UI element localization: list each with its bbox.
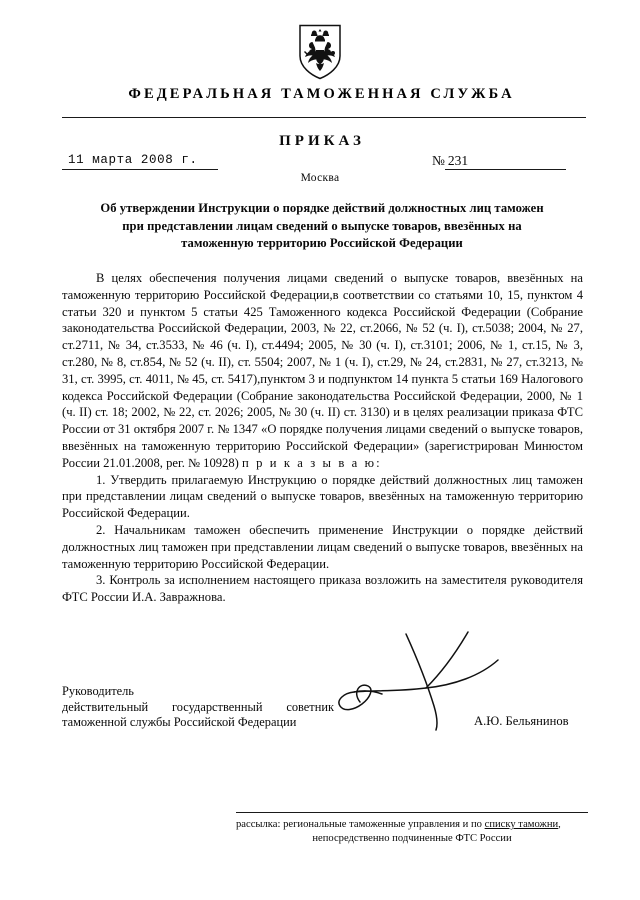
document-kind: ПРИКАЗ	[279, 133, 365, 149]
document-number: 231	[445, 153, 566, 170]
distribution-prefix: рассылка: региональные таможенные управления и по	[236, 819, 485, 830]
title-line-3: таможенную территорию Российской Федерации	[181, 236, 463, 250]
role-line-1: Руководитель	[62, 684, 134, 698]
emblem-container	[0, 24, 640, 80]
distribution-line-1	[236, 818, 588, 832]
title-line-1: Об утверждении Инструкции о порядке действий должностных лиц таможен	[100, 201, 544, 215]
role-line-2: действительный государственный советник	[62, 699, 334, 714]
document-date: 11 марта 2008 г.	[62, 153, 218, 170]
distribution-line-2: непосредственно подчиненные ФТС России	[312, 833, 512, 844]
order-item-2: 2. Начальникам таможен обеспечить применение Инструкции о порядке действий должностных лиц таможен при представлении лицам сведений о выпуске товаров, ввезённых на таможенную территорию Российской Федерации.	[62, 522, 583, 571]
header-divider	[62, 117, 586, 118]
document-body	[62, 270, 583, 606]
order-verb: п р и к а з ы в а ю:	[242, 455, 382, 470]
signatory-role	[62, 684, 362, 731]
order-item-1: 1. Утвердить прилагаемую Инструкцию о порядке действий должностных лиц таможен при представлении лицам сведений о выпуске товаров, ввезённых на таможенную территорию Российской Федерации.	[62, 472, 583, 521]
agency-name: ФЕДЕРАЛЬНАЯ ТАМОЖЕННАЯ СЛУЖБА	[128, 86, 515, 102]
order-item-3: 3. Контроль за исполнением настоящего приказа возложить на заместителя руководителя ФТС России И.А. Завражнова.	[62, 573, 583, 605]
title-line-2: при представлении лицам сведений о выпуске товаров, ввезённых на	[122, 218, 522, 233]
distribution-underlined: списку таможни	[484, 819, 559, 830]
distribution-suffix: ,	[558, 819, 561, 830]
role-line-3: таможенной службы Российской Федерации	[62, 715, 297, 729]
document-city: Москва	[300, 172, 340, 184]
preamble-paragraph	[62, 270, 583, 472]
signature-block	[62, 684, 582, 731]
preamble-text: В целях обеспечения получения лицами сведений о выпуске товаров, ввезённых на таможенную территорию Российской Федерации,в соответствии со статьями 10, 15, пунктом 4 статьи 320 и пунктом 5 статьи 425 Таможенного кодекса Российской Федерации (Собрание законодательства Российской Федерации, 2003, № 22, ст.2066, № 52 (ч. I), ст.5038; 2004, № 27, ст.2711, № 34, ст.3533, № 46 (ч. I), ст.4494; 2005, № 30 (ч. I), ст.3101; 2006, № 1, ст.15, № 3, ст.280, № 8, ст.854, № 52 (ч. II), ст. 5504; 2007, № 1 (ч. I), ст.29, № 24, ст.2831, № 27, ст.3213, № 31, ст. 3995, ст. 4011, № 45, ст. 5417),пунктом 3 и подпунктом 14 пункта 5 статьи 169 Налогового кодекса Российской Федерации (Собрание законодательства Российской Федерации, 2000, № 1 (ч. II) ст. 18; 2002, № 22, ст. 2026; 2005, № 30 (ч. II) ст. 3130) и в целях реализации приказа ФТС России от 31 октября 2007 г. № 1347 «О порядке получения лицами сведений о выпуске товаров, ввезённых на таможенную территорию Российской Федерации» (зарегистрирован Минюстом России 21.01.2008, рег. № 10928)	[62, 271, 583, 470]
document-title	[62, 200, 582, 253]
number-sign: №	[432, 153, 445, 168]
russian-coat-of-arms-icon	[297, 24, 343, 80]
signatory-name: А.Ю. Бельянинов	[474, 714, 569, 728]
document-number-field	[432, 153, 584, 172]
distribution-note	[236, 818, 588, 846]
footer-divider	[236, 812, 588, 813]
